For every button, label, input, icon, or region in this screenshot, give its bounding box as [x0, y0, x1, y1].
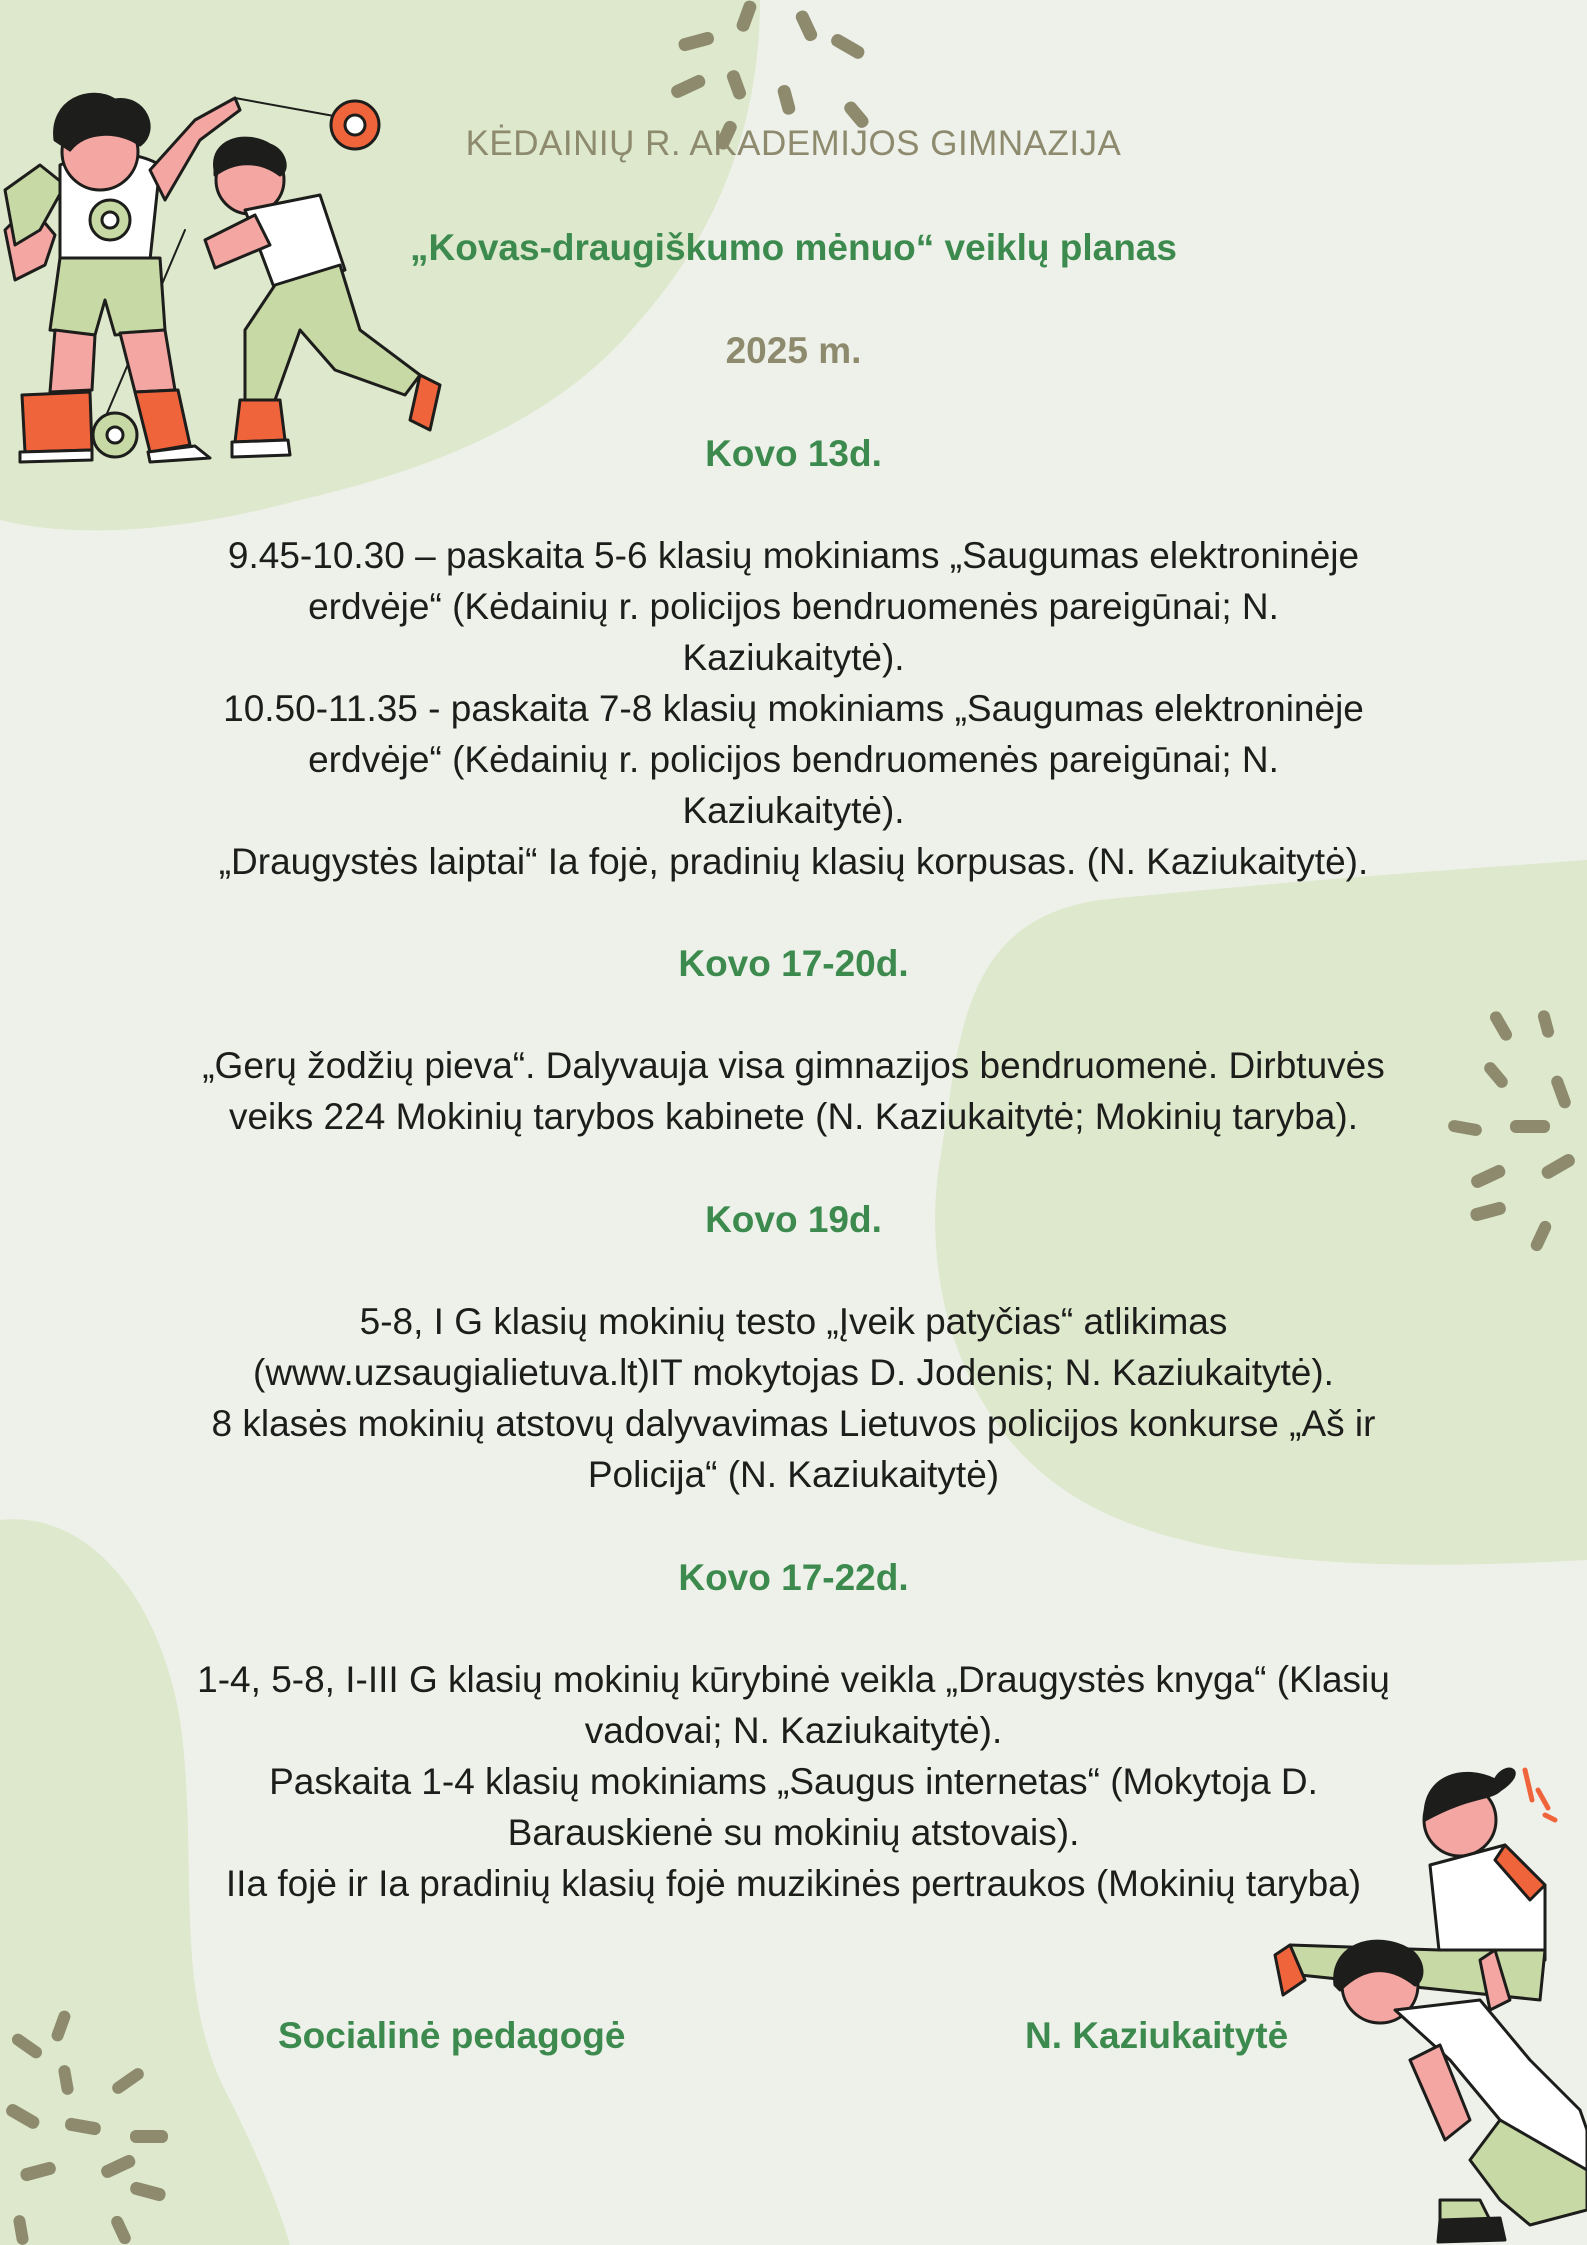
school-name: KĖDAINIŲ R. AKADEMIJOS GIMNAZIJA — [465, 124, 1122, 163]
section-line: Barauskienė su mokinių atstovais). — [507, 1812, 1080, 1853]
section-line: veiks 224 Mokinių tarybos kabinete (N. Kaziukaitytė; Mokinių taryba). — [228, 1096, 1358, 1137]
section-line: „Draugystės laiptai“ Ia fojė, pradinių klasių korpusas. (N. Kaziukaitytė). — [218, 841, 1369, 882]
section-line: Paskaita 1-4 klasių mokiniams „Saugus internetas“ (Mokytoja D. — [269, 1761, 1318, 1802]
section-line: erdvėje“ (Kėdainių r. policijos bendruomenės pareigūnai; N. — [308, 739, 1279, 780]
section-line: Policija“ (N. Kaziukaitytė) — [587, 1454, 1000, 1495]
section-line: 9.45-10.30 – paskaita 5-6 klasių mokiniams „Saugumas elektroninėje — [227, 535, 1360, 576]
section-line: Kaziukaitytė). — [682, 790, 905, 831]
section-line: vadovai; N. Kaziukaitytė). — [584, 1710, 1003, 1751]
section-heading: Kovo 17-20d. — [678, 943, 909, 984]
signature-name: N. Kaziukaitytė — [1025, 2015, 1289, 2056]
section-line: Kaziukaitytė). — [682, 637, 905, 678]
document-title: „Kovas-draugiškumo mėnuo“ veiklų planas — [410, 227, 1177, 268]
document-year: 2025 m. — [725, 330, 862, 371]
section-line: erdvėje“ (Kėdainių r. policijos bendruomenės pareigūnai; N. — [308, 586, 1279, 627]
section-line: „Gerų žodžių pieva“. Dalyvauja visa gimnazijos bendruomenė. Dirbtuvės — [202, 1045, 1385, 1086]
section-heading: Kovo 19d. — [705, 1199, 882, 1240]
section-line: 10.50-11.35 - paskaita 7-8 klasių mokiniams „Saugumas elektroninėje — [223, 688, 1364, 729]
section-line: (www.uzsaugialietuva.lt)IT mokytojas D. Jodenis; N. Kaziukaitytė). — [253, 1352, 1334, 1393]
section-line: 8 klasės mokinių atstovų dalyvavimas Lietuvos policijos konkurse „Aš ir — [211, 1403, 1376, 1444]
section-line: IIa fojė ir Ia pradinių klasių fojė muzikinės pertraukos (Mokinių taryba) — [225, 1863, 1362, 1904]
section-line: 1-4, 5-8, I-III G klasių mokinių kūrybinė veikla „Draugystės knyga“ (Klasių — [197, 1659, 1390, 1700]
section-line: 5-8, I G klasių mokinių testo „Įveik patyčias“ atlikimas — [359, 1301, 1228, 1342]
section-heading: Kovo 13d. — [705, 433, 882, 474]
signature-role: Socialinė pedagogė — [278, 2015, 626, 2056]
section-heading: Kovo 17-22d. — [678, 1557, 909, 1598]
